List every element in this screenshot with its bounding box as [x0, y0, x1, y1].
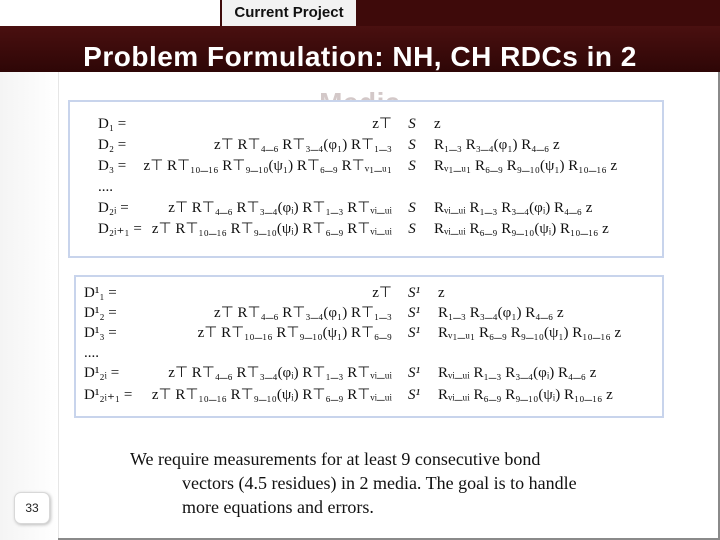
eq1-left-2: z⊤ R⊤₄_₆ R⊤₃_₄(φ₁) R⊤₁_₃: [214, 137, 392, 153]
eq1-left-5: z⊤ R⊤₄_₆ R⊤₃_₄(φᵢ) R⊤₁_₃ R⊤ᵥᵢ_ᵤᵢ: [168, 200, 392, 216]
eq1-label-4: ....: [98, 179, 113, 195]
eq2-right-3: Rᵥ₁_ᵤ₁ R₆_₉ R₉_₁₀(ψ₁) R₁₀_₁₆ z: [438, 325, 622, 341]
eq2-mid-2: S¹: [408, 305, 420, 321]
body-line-1: We require measurements for at least 9 consecutive bond: [130, 449, 541, 469]
eq1-right-3: Rᵥ₁_ᵤ₁ R₆_₉ R₉_₁₀(ψ₁) R₁₀_₁₆ z: [434, 158, 618, 174]
eq2-mid-5: S¹: [408, 365, 420, 381]
eq1-right-1: z: [434, 116, 441, 132]
eq2-left-2: z⊤ R⊤₄_₆ R⊤₃_₄(φ₁) R⊤₁_₃: [214, 305, 392, 321]
equation-box-medium-1: [68, 100, 664, 258]
eq1-mid-1: S: [408, 116, 416, 132]
eq2-mid-6: S¹: [408, 387, 420, 403]
eq1-label-6: D₂ᵢ₊₁ =: [98, 221, 142, 237]
eq1-mid-5: S: [408, 200, 416, 216]
eq1-right-6: Rᵥᵢ_ᵤᵢ R₆_₉ R₉_₁₀(ψᵢ) R₁₀_₁₆ z: [434, 221, 609, 237]
eq1-left-6: z⊤ R⊤₁₀_₁₆ R⊤₉_₁₀(ψᵢ) R⊤₆_₉ R⊤ᵥᵢ_ᵤᵢ: [151, 221, 392, 237]
eq2-left-3: z⊤ R⊤₁₀_₁₆ R⊤₉_₁₀(ψ₁) R⊤₆_₉: [197, 325, 392, 341]
equation-block-medium-2: [76, 277, 666, 420]
eq2-mid-1: S¹: [408, 285, 420, 301]
eq2-label-1: D¹₁ =: [84, 285, 117, 301]
eq2-label-6: D¹₂ᵢ₊₁ =: [84, 387, 133, 403]
eq1-label-2: D₂ =: [98, 137, 127, 153]
slide-number: 33: [14, 492, 50, 524]
section-label: Current Project: [222, 0, 356, 26]
eq1-right-5: Rᵥᵢ_ᵤᵢ R₁_₃ R₃_₄(φᵢ) R₄_₆ z: [434, 200, 593, 216]
eq1-right-2: R₁_₃ R₃_₄(φ₁) R₄_₆ z: [434, 137, 560, 153]
eq2-right-2: R₁_₃ R₃_₄(φ₁) R₄_₆ z: [438, 305, 564, 321]
body-line-3: more equations and errors.: [182, 497, 374, 517]
equation-box-medium-2: [74, 275, 664, 418]
equation-block-medium-1: [70, 102, 666, 260]
eq2-left-5: z⊤ R⊤₄_₆ R⊤₃_₄(φᵢ) R⊤₁_₃ R⊤ᵥᵢ_ᵤᵢ: [168, 365, 392, 381]
eq2-label-2: D¹₂ =: [84, 305, 117, 321]
eq1-mid-3: S: [408, 158, 416, 174]
slide-title-line1: Problem Formulation: NH, CH RDCs in 2: [83, 41, 637, 72]
eq2-right-1: z: [438, 285, 445, 301]
eq2-left-6: z⊤ R⊤₁₀_₁₆ R⊤₉_₁₀(ψᵢ) R⊤₆_₉ R⊤ᵥᵢ_ᵤᵢ: [151, 387, 392, 403]
eq1-label-1: D₁ =: [98, 116, 127, 132]
eq2-left-1: z⊤: [372, 285, 392, 301]
eq2-right-5: Rᵥᵢ_ᵤᵢ R₁_₃ R₃_₄(φᵢ) R₄_₆ z: [438, 365, 597, 381]
header-left-blank: [0, 0, 220, 26]
eq2-label-5: D¹₂ᵢ =: [84, 365, 120, 381]
eq2-mid-3: S¹: [408, 325, 420, 341]
body-line-2: vectors (4.5 residues) in 2 media. The goal is to handle: [182, 473, 577, 493]
eq2-label-3: D¹₃ =: [84, 325, 117, 341]
eq2-right-6: Rᵥᵢ_ᵤᵢ R₆_₉ R₉_₁₀(ψᵢ) R₁₀_₁₆ z: [438, 387, 613, 403]
eq1-mid-6: S: [408, 221, 416, 237]
eq1-left-1: z⊤: [372, 116, 392, 132]
eq1-left-3: z⊤ R⊤₁₀_₁₆ R⊤₉_₁₀(ψ₁) R⊤₆_₉ R⊤ᵥ₁_ᵤ₁: [143, 158, 392, 174]
body-paragraph: [130, 447, 650, 519]
eq2-label-4: ....: [84, 345, 99, 361]
eq1-label-5: D₂ᵢ =: [98, 200, 129, 216]
left-sidebar: [0, 72, 59, 540]
eq1-mid-2: S: [408, 137, 416, 153]
eq1-label-3: D₃ =: [98, 158, 127, 174]
